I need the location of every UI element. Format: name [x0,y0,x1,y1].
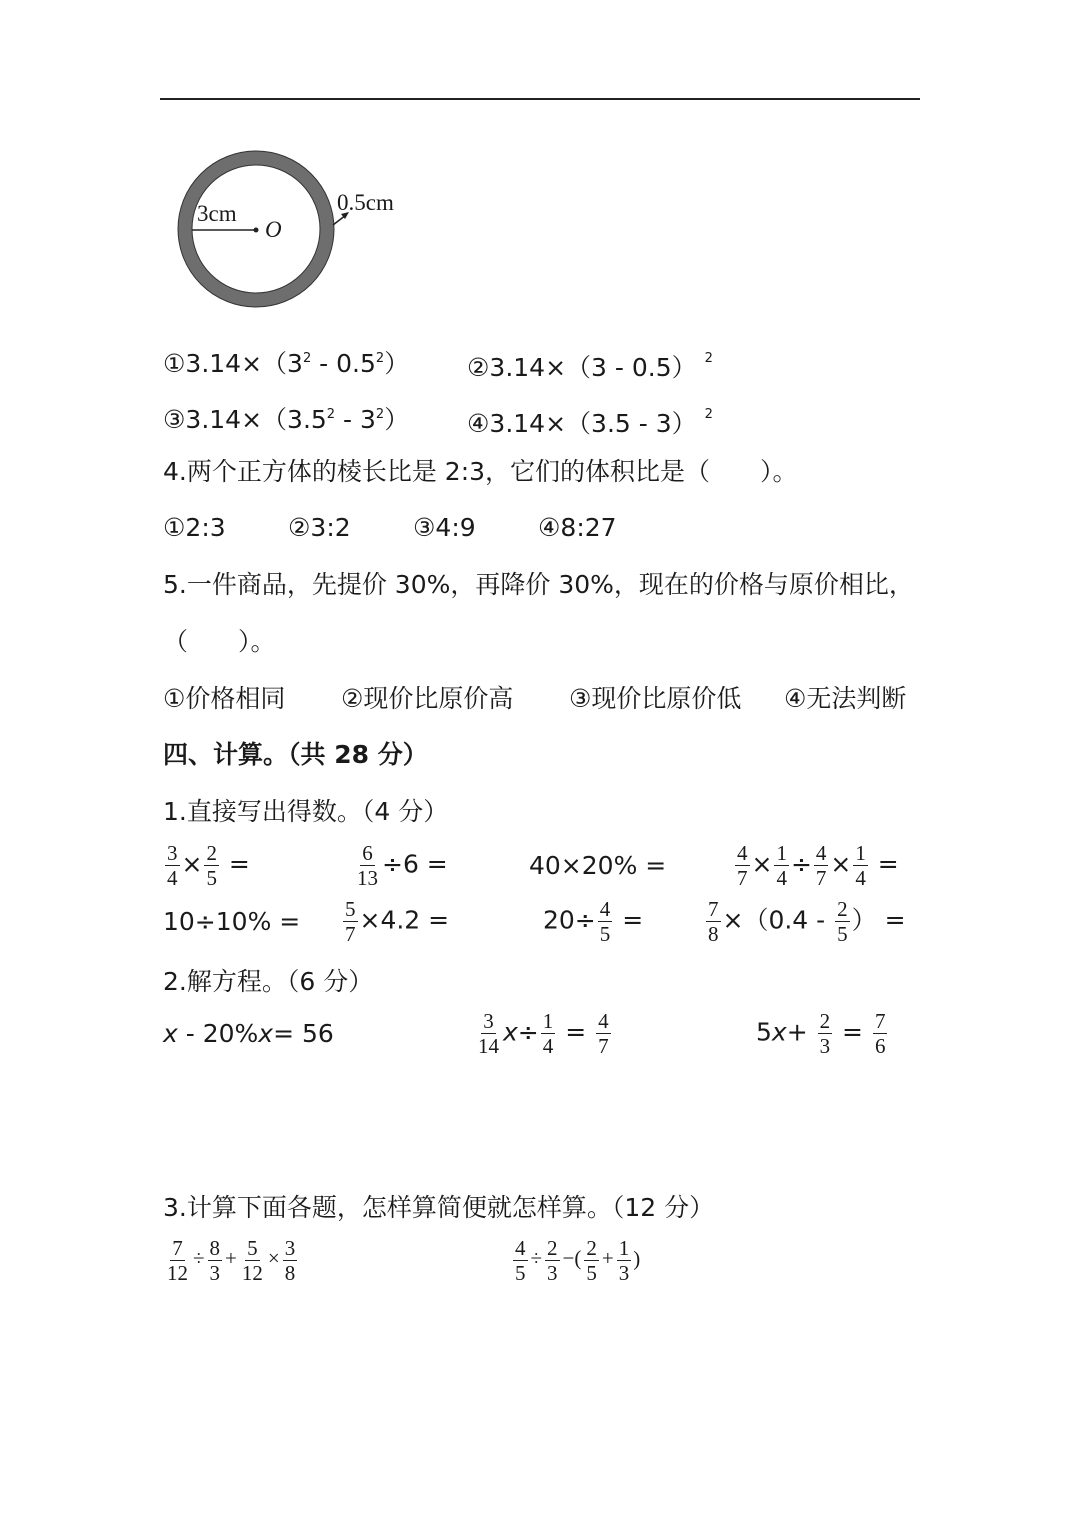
inner-radius-label: 3cm [197,201,237,226]
calc-item-3: 40×20% = [529,851,667,880]
calc-item-4: $\frac{4}{7}$ × $\frac{1}{4}$ ÷ $\frac{4}{7}$ × $\frac{1}{4}$ = [737,841,899,890]
part2-title: 2.解方程。（6 分） [163,967,374,996]
q5-question-line1: 5.一件商品，先提价 30%，再降价 30%，现在的价格与原价相比， [163,570,914,599]
part3-title: 3.计算下面各题，怎样算简便就怎样算。（12 分） [163,1193,715,1222]
calc-item-1: $\frac{3}{4}$ × $\frac{2}{5}$ = [167,841,250,890]
calc-item-8: $\frac{7}{8}$ ×（0.4 - $\frac{2}{5}$ ） = [708,897,906,946]
q4-option-3: ③4:9 [413,513,476,542]
q5-option-4: ④无法判断 [784,684,907,713]
q3-option-2: ②3.14×（3 - 0.5） $^2$ [467,351,713,382]
q5-option-1: ①价格相同 [163,684,286,713]
expression-1: $\frac{7}{12}$ ÷ $\frac{8}{3}$ + $\frac{5}{12}$ × $\frac{3}{8}$ [167,1236,296,1285]
equation-3: 5x+ $\frac{2}{3}$ = $\frac{7}{6}$ [756,1009,886,1058]
ring-width-label: 0.5cm [337,190,394,215]
q4-option-1: ①2:3 [163,513,226,542]
center-label: O [265,217,282,242]
q3-option-3: $③3.14\times(3.5^2 - 3^2)$ [163,405,410,434]
ring-figure [170,145,430,315]
q4-question: 4.两个正方体的棱长比是 2:3，它们的体积比是（ ）。 [163,457,798,486]
q3-option-1: $①3.14\times(3^2 - 0.5^2)$ [163,349,410,378]
equation-1: x - 20%x= 56 [163,1019,334,1048]
annulus-diagram [170,145,430,315]
q4-option-2: ②3:2 [288,513,351,542]
q5-option-3: ③现价比原价低 [569,684,742,713]
calc-item-5: 10÷10% = [163,907,301,936]
top-divider [160,98,920,100]
section-4-title: 四、计算。（共 28 分） [163,740,428,769]
equation-2: $\frac{3}{14}$ x÷ $\frac{1}{4}$ = $\frac{4}{7}$ [478,1009,609,1058]
calc-item-6: $\frac{5}{7}$ ×4.2 = [345,897,450,946]
part1-title: 1.直接写出得数。（4 分） [163,797,449,826]
q3-option-4: ④3.14×（3.5 - 3） $^2$ [467,407,713,438]
q4-option-4: ④8:27 [538,513,617,542]
expression-2: $\frac{4}{5}$ ÷ $\frac{2}{3}$ −( $\frac{2}{5}$ + $\frac{1}{3}$ ) [515,1236,641,1285]
calc-item-2: $\frac{6}{13}$ ÷6 = [357,841,448,890]
q5-question-line2: （ ）。 [163,627,276,656]
q5-option-2: ②现价比原价高 [341,684,514,713]
calc-item-7: 20÷ $\frac{4}{5}$ = [543,897,644,946]
